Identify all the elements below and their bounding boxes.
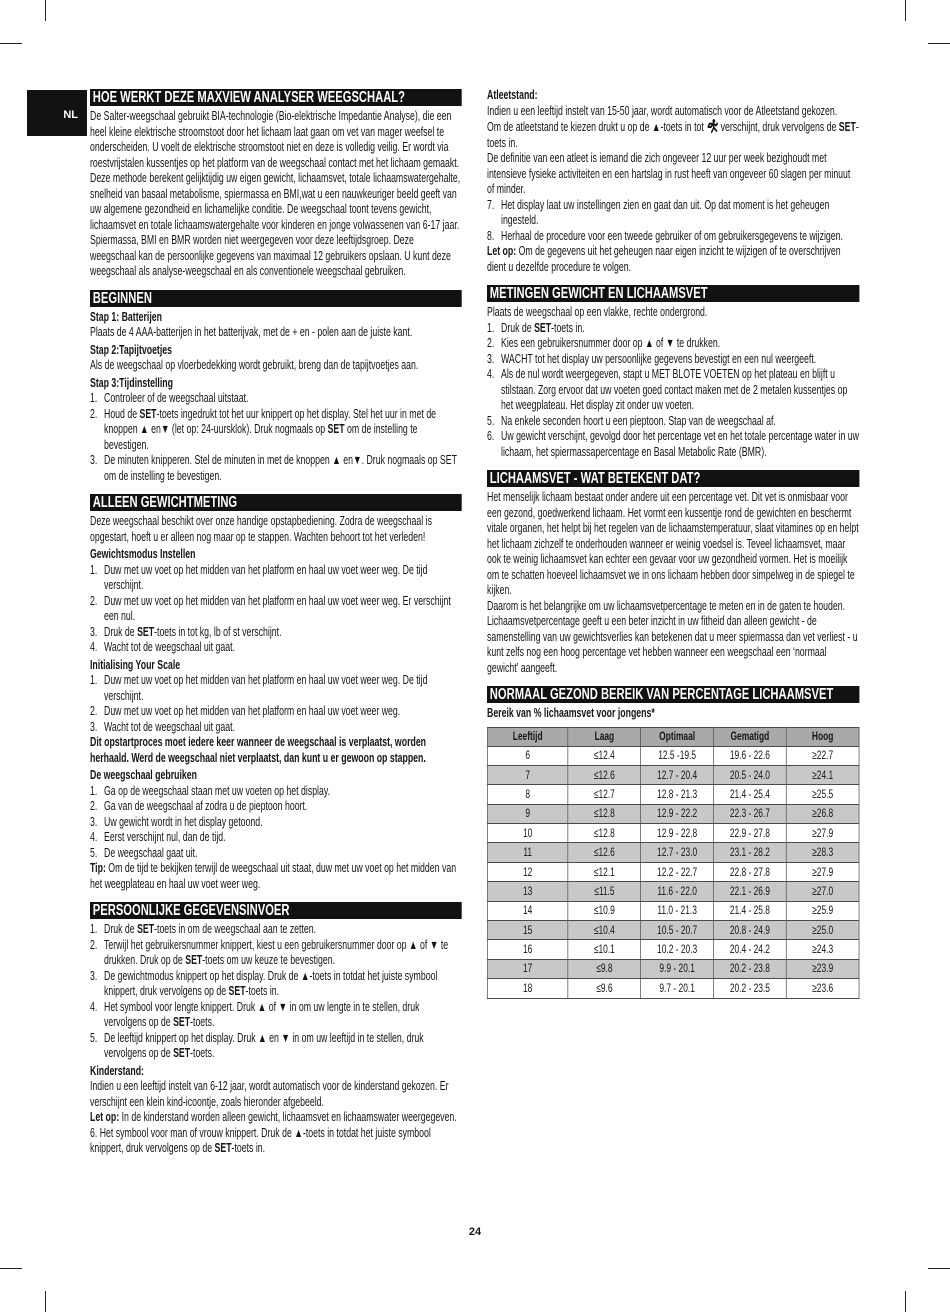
text-run: Wacht tot de weegschaal uit gaat. [104,640,236,654]
list-number: 2. [90,704,98,718]
table-cell: 19.6 - 22.6 [714,746,787,765]
list-item [90,1031,462,1062]
list-number: 1. [90,673,98,687]
text-run: Duw met uw voet op het midden van het platform en haal uw voet weer weg. Er verschijnt een nul. [104,593,451,623]
list-item [487,429,859,460]
list-item [487,198,859,229]
list-number: 4. [90,830,98,844]
text-run: De minuten knipperen. Stel de minuten in met de knoppen ▲ en▼. Druk nogmaals op SET om de instelling te bevestigen. [104,453,457,483]
bold-text: SET [838,120,856,134]
text-run: Kies een gebruikersnummer door op ▲ of ▼ te drukken. [501,336,721,350]
table-cell: 11 [487,843,568,862]
table-body [487,746,859,998]
section-heading-text: METINGEN GEWICHT EN LICHAAMSVET [489,285,708,302]
paragraph [90,735,462,766]
numbered-list [90,391,462,484]
list-number: 2. [487,336,495,350]
paragraph [90,1110,462,1126]
table-cell: ≥25.9 [786,901,859,920]
table-row [487,959,859,978]
list-number: 2. [90,937,98,952]
table-header-cell: Gematigd [714,727,787,746]
table-cell: ≤9.8 [568,959,641,978]
text-run: Indien u een leeftijd instelt van 6-12 jaar, wordt automatisch voor de kinderstand gekozen. Er verschijnt een klein kind-icoontje, zoals hieronder afgebeeld. [90,1079,449,1109]
table-cell: 9.7 - 20.1 [641,979,714,998]
table-cell: 10.5 - 20.7 [641,921,714,940]
text-run: Het display laat uw instellingen zien en gaat dan uit. Op dat moment is het geheugen ingesteld. [501,197,830,227]
bold-text: Let op: [90,1110,120,1124]
bold-text: SET [214,1141,232,1155]
table-cell: 23.1 - 28.2 [714,843,787,862]
paragraph [487,104,859,120]
table-cell: 20.5 - 24.0 [714,765,787,784]
text-run: Plaats de weegschaal op een vlakke, rechte ondergrond. [487,305,708,319]
table-row [487,901,859,920]
table-cell: 12.7 - 23.0 [641,843,714,862]
table-cell: ≥24.3 [786,940,859,959]
table-cell: 20.8 - 24.9 [714,921,787,940]
subheading: De weegschaal gebruiken [90,768,197,782]
section-heading-text: HOE WERKT DEZE MAXVIEW ANALYSER WEEGSCHAAL? [92,89,405,106]
text-run: Na enkele seconden hoort u een pieptoon. Stap van de weegschaal af. [501,413,776,428]
list-number: 1. [90,391,98,405]
bold-text: SET [137,624,155,639]
section-heading-text: BEGINNEN [92,289,152,307]
text-run: Ga op de weegschaal staan met uw voeten op het display. [104,783,331,798]
bold-text: Dit opstartproces moet iedere keer wanneer de weegschaal is verplaatst, worden herhaald. Werd de weegschaal niet verplaatst, dan kunt u er gewoon op stappen. [90,735,427,765]
text-run: -toets in. [487,120,859,150]
list-number: 5. [487,413,495,428]
table-cell: 9 [487,804,568,823]
bold-text: SET [173,1015,191,1029]
list-item [90,938,462,969]
table-row [487,746,859,765]
bold-text: SET [327,422,345,436]
list-item [487,229,859,245]
text-run: Druk de [104,624,138,639]
table-cell: ≥27.0 [786,882,859,901]
list-item [90,830,462,846]
paragraph [487,119,859,151]
section-heading [487,285,859,302]
section-heading-text: PERSOONLIJKE GEGEVENSINVOER [92,902,290,919]
subheading: Stap 2:Tapijtvoetjes [90,342,173,357]
crop-mark [905,0,906,21]
text-run: Om de atleetstand te kiezen drukt u op de ▲-toets in tot [487,120,707,134]
list-number: 4. [90,999,98,1014]
text-run: Houd de [104,406,140,421]
crop-mark [928,43,950,44]
text-run: 6. Het symbool voor man of vrouw knippert. Druk de ▲-toets in totdat het juiste symbool knippert, druk vervolgens op de [90,1125,431,1155]
text-run: Controleer of de weegschaal uitstaat. [104,391,249,405]
text-run: De weegschaal gaat uit. [104,845,198,860]
table-cell: ≥23.9 [786,959,859,978]
numbered-list [487,198,859,245]
paragraph [487,490,859,599]
list-item [90,846,462,862]
text-run: Druk de [104,922,138,936]
subheading: Initialising Your Scale [90,657,181,672]
list-item [487,367,859,414]
list-number: 1. [90,783,98,798]
table-cell: ≤12.6 [568,765,641,784]
text-run: Als de weegschaal op vloerbedekking wordt gebruikt, breng dan de tapijtvoetjes aan. [90,358,419,372]
text-run: Ga van de weegschaal af zodra u de pieptoon hoort. [104,799,308,813]
list-item [487,336,859,352]
table-row [487,940,859,959]
list-number: 5. [90,1030,98,1045]
section-heading-text: ALLEEN GEWICHTMETING [92,494,238,511]
table-row [487,921,859,940]
subheading: Gewichtsmodus Instellen [90,547,196,561]
table-row [487,804,859,823]
section-heading-text: LICHAAMSVET - WAT BETEKENT DAT? [489,470,701,487]
section-heading [90,902,462,919]
table-cell: 22.1 - 26.9 [714,882,787,901]
list-item [90,969,462,1000]
text-run: Daarom is het belangrijke om uw lichaamsvetpercentage te meten en in de gaten te houden. Lichaamsvetpercentage geeft u een beter inzicht in uw fitheid dan alleen gewicht - de samenstelling van uw gewichtsverlies kan betekenen dat u meer spiermassa dan vet verliest - u kunt zelfs nog een hoog percentage vet hebben wanneer een weegschaal een ‘normaal gewicht’ aangeeft. [487,598,858,675]
list-number: 7. [487,197,495,212]
text-run: Druk de [501,320,535,335]
bold-text: SET [173,1046,191,1060]
text-run: Als de nul wordt weergegeven, stapt u MET BLOTE VOETEN op het plateau en blijft u stilstaan. Zorg ervoor dat uw voeten goed contact maken met de 2 metalen kussentjes op het weegplateau. Het display zit onder uw voeten. [501,367,848,412]
list-item [487,414,859,430]
list-item [90,453,462,484]
text-run: Uw gewicht verschijnt, gevolgd door het percentage vet en het totale percentage water in uw lichaam, het spiermassapercentage en Basal Metabolic Rate (BMR). [501,429,859,459]
table-header-cell: Laag [568,727,641,746]
table-row [487,862,859,881]
list-item [90,563,462,594]
table-cell: ≤12.1 [568,862,641,881]
text-run: De leeftijd knippert op het display. Druk ▲ en ▼ in om uw leeftijd in te stellen, druk vervolgens op de [104,1030,424,1060]
subheading: Kinderstand: [90,1063,144,1078]
section-heading [90,494,462,511]
list-item [487,321,859,337]
text-run: Duw met uw voet op het midden van het platform en haal uw voet weer weg. [104,704,401,718]
text-run: Deze methode berekent gelijktijdig uw eigen gewicht, lichaamsvet, totale lichaamswatergehalte, snelheid van basaal metabolisme, spiermassa en BMI,wat u een nauwkeuriger beeld geeft van uw algemene gezondheid en lichamelijke conditie. De weegschaal toont tevens gewicht, lichaamsvet en totale lichaamswatergehalte voor kinderen en jonge volwassenen van 6-17 jaar. Spiermassa, BMI en BMR worden niet weergegeven voor deze leeftijdsgroep. Deze weegschaal kan de persoonlijke gegevens van maximaal 12 gebruikers opslaan. U kunt deze weegschaal als analyse-weegschaal en als conventionele weegschaal gebruiken. [90,171,461,278]
section-heading [487,686,859,703]
table-cell: 11.0 - 21.3 [641,901,714,920]
bold-text: SET [534,320,552,335]
table-cell: 20.4 - 24.2 [714,940,787,959]
table-cell: 12.7 - 20.4 [641,765,714,784]
section-heading [90,290,462,307]
list-number: 8. [487,228,495,243]
table-cell: 12.9 - 22.8 [641,824,714,843]
table-row [487,765,859,784]
text-run: WACHT tot het display uw persoonlijke gegevens bevestigt en een nul weergeeft. [501,351,817,366]
table-cell: 17 [487,959,568,978]
list-number: 3. [90,719,98,734]
table-cell: ≤12.8 [568,824,641,843]
list-number: 6. [487,429,495,443]
paragraph [90,1079,462,1110]
text-run: om de instelling te bevestigen. [104,422,418,452]
paragraph [90,325,462,341]
text-run: Het menselijk lichaam bestaat onder andere uit een percentage vet. Dit vet is onmisbaar voor een gezond, goedwerkend lichaam. Het vormt een kussentje rond de gewichten en beschermt vitale organen, het helpt bij het regelen van de lichaamstemperatuur, slaat vitamines op en helpt het lichaam zichzelf te onderhouden wanneer er weinig voedsel is. Teveel lichaamsvet, maar ook te weinig lichaamsvet kan echter een gevaar voor uw gezondheid vormen. Het is moeilijk om te schatten hoeveel lichaamsvet we in ons lichaam hebben door simpelweg in de spiegel te kijken. [487,490,859,597]
list-number: 1. [487,320,495,335]
table-cell: 6 [487,746,568,765]
list-item [90,784,462,800]
list-number: 2. [90,406,98,421]
table-cell: 20.2 - 23.8 [714,959,787,978]
table-cell: ≥25.5 [786,785,859,804]
table-cell: ≥25.0 [786,921,859,940]
paragraph [90,109,462,171]
table-cell: 21.4 - 25.8 [714,901,787,920]
table-header-cell: Leeftijd [487,727,568,746]
table-cell: ≤12.6 [568,843,641,862]
table-cell: ≤12.7 [568,785,641,804]
subheading: Stap 1: Batterijen [90,309,162,324]
language-tab-label: NL [63,109,78,121]
table-cell: 22.3 - 26.7 [714,804,787,823]
text-run: Terwijl het gebruikersnummer knippert, kiest u een gebruikersnummer door op ▲ of ▼ te drukken. Druk op de [104,937,449,967]
list-item [90,673,462,704]
numbered-list [90,784,462,862]
table-cell: ≥27.9 [786,862,859,881]
text-run: De gewichtmodus knippert op het display. Druk de ▲-toets in totdat het juiste symbool knippert, druk vervolgens op de [104,968,438,998]
text-run: De Salter-weegschaal gebruikt BIA-technologie (Bio-elektrische Impedantie Analyse), die een heel kleine elektrische stroomstoot door het lichaam laat gaan om vet van mager weefsel te onderscheiden. U voelt de elektrische stroomstoot niet en deze is volledig veilig. Er wordt via roestvrijstalen kussentjes op het platform van de weegschaal contact met het lichaam gemaakt. [90,109,460,170]
list-number: 3. [90,968,98,983]
paragraph [90,861,462,892]
list-number: 5. [90,845,98,860]
right-column [487,88,859,999]
list-item [90,625,462,641]
list-item [90,391,462,407]
page-number: 24 [468,1226,482,1238]
list-number: 1. [90,562,98,577]
section-heading [487,470,859,487]
bold-text: SET [137,922,155,936]
list-number: 2. [90,593,98,608]
table-head [487,727,859,746]
text-run: Om de gegevens uit het geheugen naar eigen inzicht te wijzigen of te overschrijven dient u dezelfde procedure te volgen. [487,244,841,274]
list-number: 3. [487,351,495,366]
table-cell: 10.2 - 20.3 [641,940,714,959]
bold-text: SET [185,953,203,967]
subheading: Stap 3:Tijdinstelling [90,375,173,390]
list-number: 4. [90,640,98,654]
bold-text: Tip: [90,861,106,875]
list-item [90,720,462,736]
table-row [487,824,859,843]
text-run: -toets in om de weegschaal aan te zetten. [154,922,317,936]
paragraph [487,305,859,321]
table-cell: 15 [487,921,568,940]
athlete-icon [706,119,718,133]
text-run: Herhaal de procedure voor een tweede gebruiker of om gebruikersgegevens te wijzigen. [501,228,843,243]
table-cell: ≥27.9 [786,824,859,843]
table-cell: 10 [487,824,568,843]
table-cell: 12.5 -19.5 [641,746,714,765]
list-number: 3. [90,814,98,829]
text-run: -toets in. [231,1141,266,1155]
list-item [90,594,462,625]
text-run: Eerst verschijnt nul, dan de tijd. [104,830,226,844]
text-run: Uw gewicht wordt in het display getoond. [104,814,263,829]
section-heading-text: NORMAAL GEZOND BEREIK VAN PERCENTAGE LICHAAMSVET [489,686,834,703]
table-row [487,979,859,998]
table-cell: ≥23.6 [786,979,859,998]
table-cell: 12.2 - 22.7 [641,862,714,881]
table-cell: 13 [487,882,568,901]
table-cell: 22.9 - 27.8 [714,824,787,843]
table-header-row [487,727,859,746]
text-run: -toets in. [245,984,280,998]
language-tab [27,90,87,136]
table-row [487,882,859,901]
list-item [487,352,859,368]
table-cell: 12.8 - 21.3 [641,785,714,804]
text-run: -toets. [190,1015,215,1029]
table-cell: ≤10.9 [568,901,641,920]
text-run: Indien u een leeftijd instelt van 15-50 jaar, wordt automatisch voor de Atleetstand gekozen. [487,103,838,118]
list-number: 3. [90,453,98,467]
table-cell: 7 [487,765,568,784]
paragraph [487,599,859,677]
bold-text: SET [228,984,246,998]
table-cell: 12.9 - 22.2 [641,804,714,823]
table-row [487,785,859,804]
text-run: Het symbool voor lengte knippert. Druk ▲ of ▼ in om uw lengte in te stellen, druk vervolgens op de [104,999,420,1029]
list-number: 2. [90,799,98,813]
text-run: De definitie van een atleet is iemand die zich ongeveer 12 uur per week bezighoudt met intensieve fysieke activiteiten en een hartslag in rust heeft van ongeveer 60 slagen per minuut of minder. [487,151,851,196]
paragraph [90,171,462,280]
text-run: Wacht tot de weegschaal uit gaat. [104,719,236,734]
text-run: Om de tijd te bekijken terwijl de weegschaal uit staat, duw met uw voet op het midden van het weegplateau en haal uw voet weer weg. [90,861,457,891]
table-row [487,843,859,862]
list-item [90,799,462,815]
list-number: 1. [90,922,98,936]
table-cell: 14 [487,901,568,920]
paragraph [90,514,462,545]
list-item [90,922,462,938]
table-cell: 11.6 - 22.0 [641,882,714,901]
crop-mark [928,1268,950,1269]
left-column [90,89,462,1157]
list-item [90,640,462,656]
text-run: In de kinderstand worden alleen gewicht, lichaamsvet en lichaamswater weergegeven. [119,1110,457,1124]
paragraph [90,1126,462,1157]
table-header-cell: Optimaal [641,727,714,746]
list-number: 3. [90,624,98,639]
table-cell: 18 [487,979,568,998]
text-run: Deze weegschaal beschikt over onze handige opstapbediening. Zodra de weegschaal is opgestart, hoeft u er alleen nog maar op te stappen. Wachten behoort tot het verleden! [90,514,432,544]
table-cell: 8 [487,785,568,804]
text-run: -toets in tot kg, lb of st verschijnt. [154,624,282,639]
text-run: Plaats de 4 AAA-batterijen in het batterijvak, met de + en - polen aan de juiste kant. [90,325,413,339]
list-item [90,815,462,831]
table-cell: 16 [487,940,568,959]
subheading: Bereik van % lichaamsvet voor jongens* [487,706,655,720]
text-run: -toets ingedrukt tot het uur knippert op het display. Stel het uur in met de knoppen ▲ en▼ (let op: 24-uursklok). Druk nogmaals op [104,406,437,436]
table-cell: ≤12.8 [568,804,641,823]
list-item [90,704,462,720]
table-cell: ≤9.6 [568,979,641,998]
table-cell: ≥26.8 [786,804,859,823]
text-run: -toets. [190,1046,215,1060]
text-run: -toets in. [551,320,585,335]
paragraph [90,358,462,374]
crop-mark [0,43,22,44]
numbered-list [90,673,462,735]
body-fat-table [487,727,859,999]
table-cell: 12 [487,862,568,881]
list-number: 4. [487,367,495,381]
numbered-list [90,563,462,656]
bold-text: SET [139,406,157,421]
paragraph [487,244,859,275]
crop-mark [45,0,46,21]
paragraph [487,151,859,198]
table-cell: 9.9 - 20.1 [641,959,714,978]
text-run: Duw met uw voet op het midden van het platform en haal uw voet weer weg. De tijd verschijnt. [104,562,428,592]
numbered-list [487,321,859,461]
table-cell: ≤10.1 [568,940,641,959]
table-cell: ≤11.5 [568,882,641,901]
table-cell: 20.2 - 23.5 [714,979,787,998]
crop-mark [905,1291,906,1312]
table-cell: ≤12.4 [568,746,641,765]
text-run: verschijnt, druk vervolgens de [718,120,839,134]
table-cell: 21.4 - 25.4 [714,785,787,804]
bold-text: Let op: [487,244,517,258]
text-run: Duw met uw voet op het midden van het platform en haal uw voet weer weg. De tijd verschijnt. [104,673,428,703]
table-cell: 22.8 - 27.8 [714,862,787,881]
table-cell: ≥22.7 [786,746,859,765]
table-cell: ≤10.4 [568,921,641,940]
list-item [90,1000,462,1031]
table-header-cell: Hoog [786,727,859,746]
section-heading [90,89,462,106]
text-run: -toets om uw keuze te bevestigen. [202,953,336,967]
list-item [90,407,462,454]
numbered-list [90,922,462,1062]
crop-mark [0,1268,22,1269]
crop-mark [45,1291,46,1312]
table-cell: ≥28.3 [786,843,859,862]
table-cell: ≥24.1 [786,765,859,784]
subheading: Atleetstand: [487,88,538,102]
